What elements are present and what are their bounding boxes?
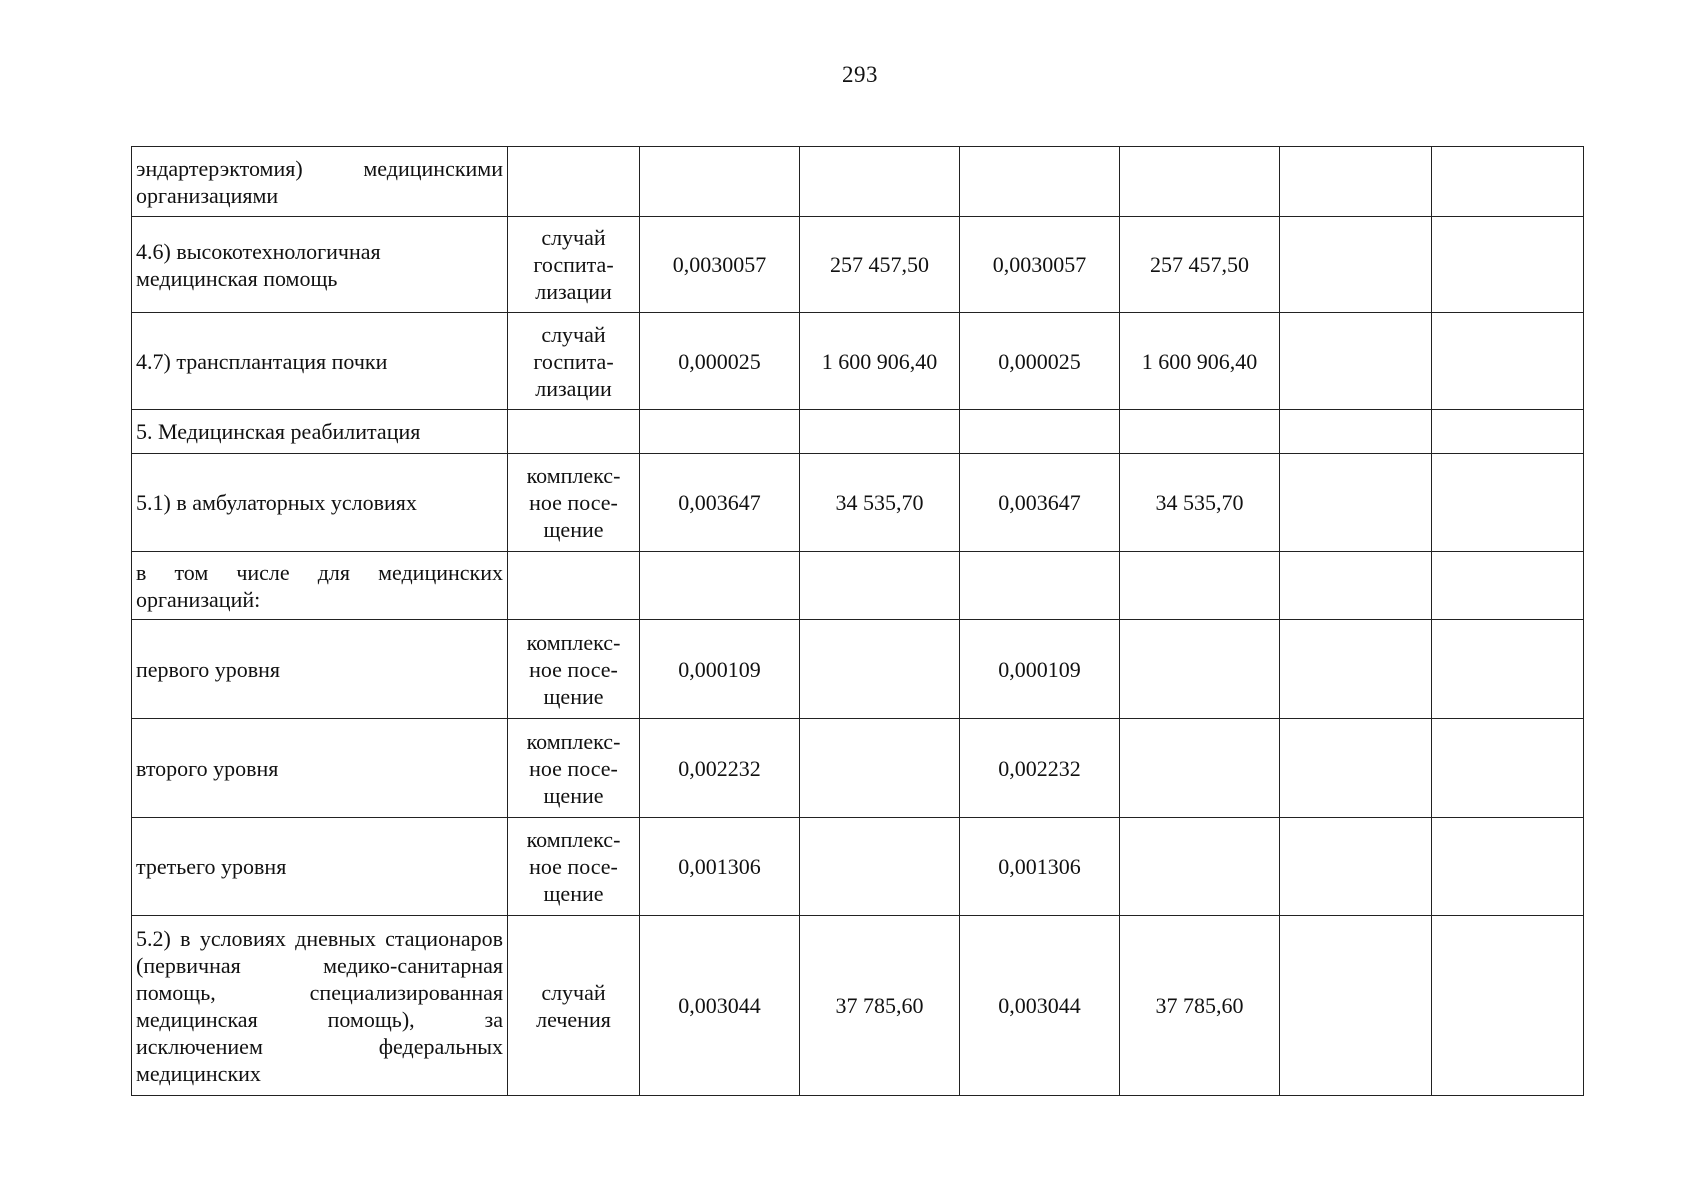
unit-line: ное посе- — [529, 854, 618, 879]
row-value-1 — [640, 552, 800, 620]
row-value-2 — [800, 410, 960, 454]
row-value-5 — [1280, 620, 1432, 719]
row-name: 5.2) в условиях дневных стационаров (первичная медико-санитарная помощь, специализированная медицинская помощь), за исключением федеральных медицинских — [132, 916, 508, 1096]
unit-line: госпита- — [533, 252, 614, 277]
row-value-4 — [1120, 147, 1280, 217]
row-value-4 — [1120, 410, 1280, 454]
unit-line: щение — [543, 782, 604, 808]
unit-line: щение — [543, 517, 604, 542]
unit-line: ное посе- — [529, 490, 618, 515]
row-unit — [508, 147, 640, 217]
row-name: в том числе для медицинских организаций: — [132, 552, 508, 620]
row-value-4 — [1120, 818, 1280, 916]
row-value-4: 34 535,70 — [1120, 454, 1280, 552]
row-value-6 — [1432, 454, 1584, 552]
row-name: первого уровня — [132, 620, 508, 719]
row-unit — [508, 818, 640, 916]
table-row — [132, 454, 1584, 552]
unit-line: случай — [541, 321, 606, 347]
table-row — [132, 818, 1584, 916]
row-value-5 — [1280, 818, 1432, 916]
row-value-2 — [800, 552, 960, 620]
row-value-6 — [1432, 552, 1584, 620]
row-value-6 — [1432, 719, 1584, 818]
row-value-2 — [800, 147, 960, 217]
row-value-1: 0,000109 — [640, 620, 800, 719]
unit-line: лечения — [536, 1006, 611, 1032]
row-value-1: 0,0030057 — [640, 217, 800, 313]
row-value-4 — [1120, 620, 1280, 719]
row-name: 4.6) высокотехнологичная медицинская помощь — [132, 217, 508, 313]
row-value-6 — [1432, 313, 1584, 410]
table-row — [132, 552, 1584, 620]
unit-line: щение — [543, 881, 604, 906]
row-unit — [508, 916, 640, 1096]
row-value-6 — [1432, 818, 1584, 916]
row-value-2: 1 600 906,40 — [800, 313, 960, 410]
row-unit — [508, 217, 640, 313]
row-value-5 — [1280, 916, 1432, 1096]
row-name: 5. Медицинская реабилитация — [132, 410, 508, 454]
unit-line: лизации — [535, 279, 612, 304]
row-value-6 — [1432, 410, 1584, 454]
row-name: эндартерэктомия) медицинскими организациями — [132, 147, 508, 217]
row-value-3 — [960, 552, 1120, 620]
row-name: второго уровня — [132, 719, 508, 818]
row-unit — [508, 410, 640, 454]
unit-line: щение — [543, 683, 604, 709]
unit-line: комплекс- — [526, 827, 621, 852]
row-value-1: 0,003647 — [640, 454, 800, 552]
row-value-2: 37 785,60 — [800, 916, 960, 1096]
row-value-5 — [1280, 410, 1432, 454]
row-value-5 — [1280, 313, 1432, 410]
row-value-4 — [1120, 552, 1280, 620]
row-value-2 — [800, 719, 960, 818]
row-unit — [508, 620, 640, 719]
unit-line: лизации — [535, 375, 612, 401]
table-row — [132, 719, 1584, 818]
row-name: третьего уровня — [132, 818, 508, 916]
unit-line: случай — [541, 979, 606, 1005]
row-value-3: 0,000109 — [960, 620, 1120, 719]
table-row — [132, 410, 1584, 454]
row-value-3: 0,001306 — [960, 818, 1120, 916]
table-row — [132, 217, 1584, 313]
row-value-3: 0,003044 — [960, 916, 1120, 1096]
row-value-5 — [1280, 454, 1432, 552]
row-name: 5.1) в амбулаторных условиях — [132, 454, 508, 552]
unit-line: комплекс- — [526, 463, 621, 488]
row-unit — [508, 313, 640, 410]
row-value-3: 0,0030057 — [960, 217, 1120, 313]
row-value-3 — [960, 147, 1120, 217]
row-value-5 — [1280, 719, 1432, 818]
table-row — [132, 916, 1584, 1096]
unit-line: комплекс- — [526, 629, 621, 655]
row-value-5 — [1280, 217, 1432, 313]
row-unit — [508, 454, 640, 552]
row-unit — [508, 552, 640, 620]
row-value-5 — [1280, 552, 1432, 620]
row-value-4: 37 785,60 — [1120, 916, 1280, 1096]
row-value-3: 0,003647 — [960, 454, 1120, 552]
row-value-1: 0,001306 — [640, 818, 800, 916]
unit-line: случай — [541, 225, 606, 250]
unit-line: госпита- — [533, 348, 614, 374]
table-row — [132, 313, 1584, 410]
row-value-1: 0,003044 — [640, 916, 800, 1096]
table-row — [132, 147, 1584, 217]
row-value-3: 0,000025 — [960, 313, 1120, 410]
row-value-4: 257 457,50 — [1120, 217, 1280, 313]
row-value-2 — [800, 818, 960, 916]
row-value-1 — [640, 410, 800, 454]
row-value-6 — [1432, 147, 1584, 217]
row-value-4 — [1120, 719, 1280, 818]
row-value-2: 257 457,50 — [800, 217, 960, 313]
unit-line: ное посе- — [529, 755, 618, 781]
row-value-1: 0,000025 — [640, 313, 800, 410]
row-value-2: 34 535,70 — [800, 454, 960, 552]
row-value-6 — [1432, 916, 1584, 1096]
row-value-2 — [800, 620, 960, 719]
unit-line: ное посе- — [529, 656, 618, 682]
row-value-3: 0,002232 — [960, 719, 1120, 818]
row-value-5 — [1280, 147, 1432, 217]
row-value-3 — [960, 410, 1120, 454]
unit-line: комплекс- — [526, 728, 621, 754]
row-value-4: 1 600 906,40 — [1120, 313, 1280, 410]
table-row — [132, 620, 1584, 719]
row-unit — [508, 719, 640, 818]
row-value-6 — [1432, 217, 1584, 313]
row-value-6 — [1432, 620, 1584, 719]
row-value-1: 0,002232 — [640, 719, 800, 818]
row-name: 4.7) трансплантация почки — [132, 313, 508, 410]
page-number: 293 — [842, 62, 878, 87]
row-value-1 — [640, 147, 800, 217]
norms-table — [131, 146, 1584, 1096]
